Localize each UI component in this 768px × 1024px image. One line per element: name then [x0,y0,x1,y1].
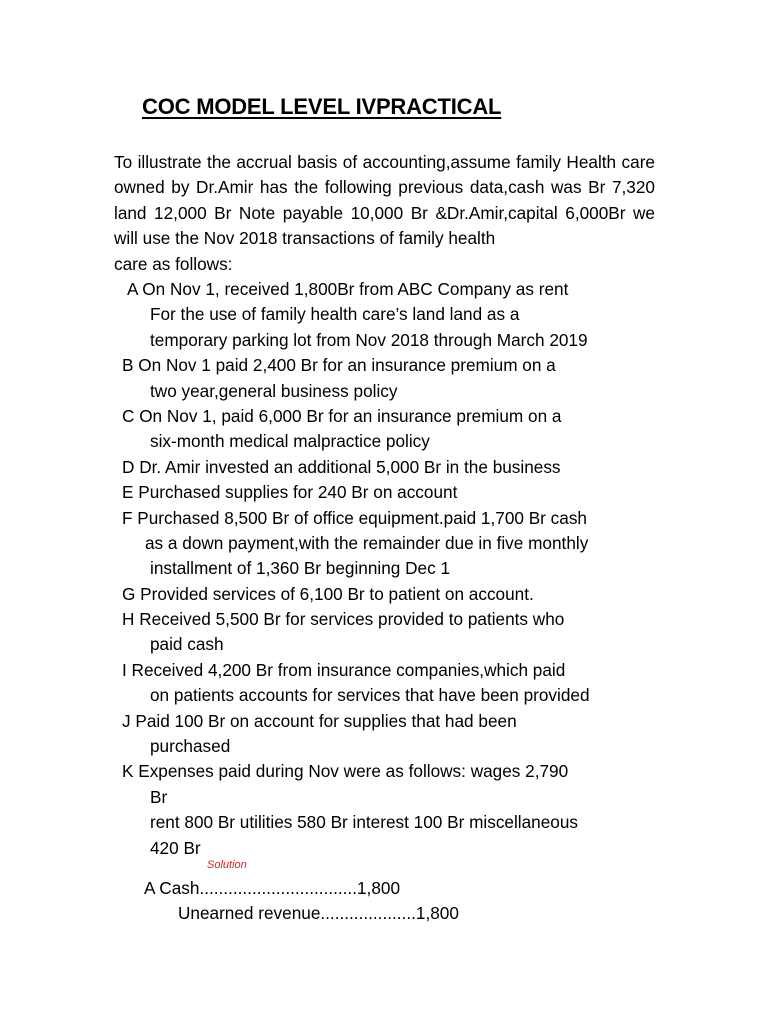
transaction-list [114,277,674,861]
item-h-line-2: paid cash [150,634,224,655]
intro-last-line: care as follows: [114,253,233,274]
journal-debit-line: A Cash.................................1,800 [144,878,401,898]
item-g-line-1: G Provided services of 6,100 Br to patient on account. [122,583,534,604]
journal-entry [144,876,459,927]
item-d-line-1: D Dr. Amir invested an additional 5,000 Br in the business [122,456,561,477]
item-k-line-2: Br [150,786,168,807]
item-b-line-2: two year,general business policy [150,380,398,401]
item-i-line-2: on patients accounts for services that have been provided [150,685,590,706]
item-f-line-2: as a down payment,with the remainder due in five monthly [145,532,589,553]
item-a-line-1: A On Nov 1, received 1,800Br from ABC Company as rent [127,279,569,299]
item-k-line-3: rent 800 Br utilities 580 Br interest 100 Br miscellaneous [150,812,578,833]
solution-label: Solution [207,859,247,871]
item-f-line-3: installment of 1,360 Br beginning Dec 1 [150,558,451,579]
item-f-line-1: F Purchased 8,500 Br of office equipment.paid 1,700 Br cash [122,507,587,528]
page-title: COC MODEL LEVEL IVPRACTICAL [142,94,502,119]
item-b-line-1: B On Nov 1 paid 2,400 Br for an insurance premium on a [122,355,556,376]
item-a-line-3: temporary parking lot from Nov 2018 through March 2019 [150,329,588,350]
item-c-line-2: six-month medical malpractice policy [150,431,430,452]
item-i-line-1: I Received 4,200 Br from insurance companies,which paid [122,659,566,680]
journal-credit-line: Unearned revenue....................1,800 [178,903,459,924]
item-a-line-2: For the use of family health care’s land land as a [150,304,520,325]
intro-paragraph [114,150,655,277]
item-k-line-1: K Expenses paid during Nov were as follows: wages 2,790 [122,761,569,782]
item-k-line-4: 420 Br [150,837,201,858]
item-j-line-1: J Paid 100 Br on account for supplies that had been [122,710,517,731]
item-e-line-1: E Purchased supplies for 240 Br on account [122,482,458,503]
intro-body: To illustrate the accrual basis of accounting,assume family Health care owned by Dr.Amir has the following previous data,cash was Br 7,320 land 12,000 Br Note payable 10,000 Br &Dr.Amir,capital 6,000Br we will use the Nov 2018 transactions of family health [114,152,655,249]
item-h-line-1: H Received 5,500 Br for services provided to patients who [122,609,565,630]
item-j-line-2: purchased [150,736,231,757]
item-c-line-1: C On Nov 1, paid 6,000 Br for an insurance premium on a [122,405,562,426]
